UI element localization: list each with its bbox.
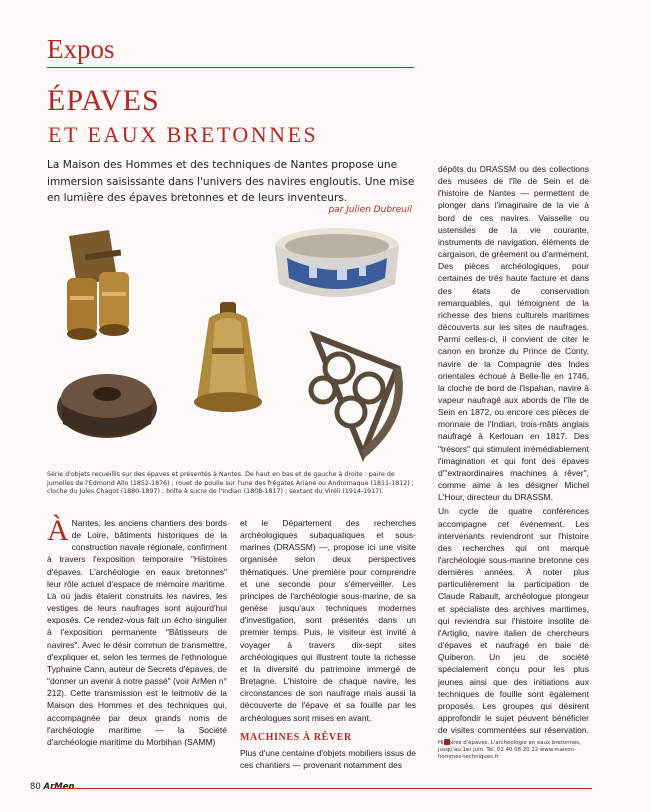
byline: par Julien Dubreuil — [328, 205, 412, 215]
column-3-text: dépôts du DRASSM ou des collections des musées de l'île de Sein et de l'histoire de Nantes — permettent de plonger dans l'imaginaire de la vie à bord de ces navires. Vaisselle ou ustensiles de la vie courante, instruments de navigation, éléments de cargaison, de gréement ou d'armement. Des pièces archéologiques, pour certaines de très haute facture et dans des états de conservation remarquables, qui témoignent de la richesse des biens culturels maritimes découverts sur les sites de naufrages. Parmi celles-ci, il convient de citer le canon en bronze du Prince de Conty, navire de la Compagnie des Indes orientales échoué à Belle-Île en 1746, la cloche de bord de l'Ispahan, navire à vapeur naufragé aux abords de l'île de Sein en 1872, ou encore ces pièces de monnaie de l'Indian, trois-mâts anglais naufragé à Kerlouan en 1817. Des "trésors" qui stimulent irrémédiablement l'imagination et qui font des épaves d'"extraordinaires machines à rêver", comme aime à les désigner Michel L'Hour, directeur du DRASSM. — [438, 164, 589, 503]
page-folio — [30, 782, 75, 792]
subheading: MACHINES À RÊVER — [240, 731, 352, 743]
column-2 — [240, 517, 416, 771]
column-3-text-2: Un cycle de quatre conférences accompagne cet événement. Les intervenants reviendront sur l'histoire des recherches qui ont marqué l'archéologie sous-marine bretonne ces dernières années. À noter plus particulièrement la participation de Claude Rabault, archéologue plongeur et spécialiste des archives maritimes, qui reviendra sur l'histoire insolite de l'Artiglio, navire italien de chercheurs d'épaves et naufragé en baie de Quiberon. Un jeu de société spécialement conçu pour les plus jeunes ainsi que des initiations aux techniques de fouille sont également proposés. Les groupes qui désirent approfondir le sujet peuvent bénéficier de visites commentées sur réservation. — [438, 506, 589, 736]
sugar-box-image — [275, 228, 399, 297]
top-rule — [47, 67, 414, 68]
column-1 — [47, 514, 228, 748]
photo-caption: Série d'objets recueillis sur des épaves et présentés à Nantes. De haut en bas et de gauche à droite : paire de jumelles de l'Edmond Allo (1852-1876) ; rouet de poulie sur l'une des frégates Ariane ou Andromaque (1811-1812) ; cloche du Jules Chagot (1880-1897) ; boîte à sucre de l'Indian (1808-1817) ; sextant du Viréli (1914-1917). — [47, 471, 414, 496]
artifacts-photo — [47, 218, 417, 470]
section-title: Expos — [47, 34, 115, 64]
column-3 — [438, 163, 589, 749]
column-2-text: et le Département des recherches archéologiques subaquatiques et sous-marines (DRASSM) —, propose ici une visite organisée selon deux perspectives thématiques. Une première pour comprendre et une seconde pour s'émerveiller. Les principes de l'archéologie sous-marine, de sa genèse jusqu'aux techniques modernes d'investigation, sont présentés dans un premier temps. Puis, le visiteur est invité à voyager à travers dix-sept sites archéologiques qui illustrent toute la richesse et la diversité du patrimoine immergé de Bretagne. L'histoire de chaque navire, les circonstances de son naufrage mais aussi la découverte de l'épave et sa fouille par les archéologues sont mises en avant. — [240, 518, 416, 723]
bottom-rule — [52, 788, 592, 789]
column-1-text: Nantes, les anciens chantiers des bords de Loire, bâtiments historiques de la construction navale régionale, confirment à travers l'exposition temporaire "Histoires d'épaves. L'archéologie en eaux bretonnes" leur rôle actuel d'espace de mémoire maritime. Là où jadis étaient construits les navires, les vestiges de leurs naufrages sont aujourd'hui exposés. Ce rendez-vous fait un écho singulier à l'exposition permanente "Bâtisseurs de navires". Avec le désir commun de transmettre, d'expliquer et, selon les termes de l'ethnologue Typhaine Cann, auteur de Secrets d'épaves, de "donner un avenir à notre passé" (voir ArMen n° 212). Cette transmission est le leitmotiv de la Maison des Hommes et des techniques qui, accompagnée par deux grands noms de l'archéologie maritime — la Société d'archéologie maritime du Morbihan (SAMM) — [47, 518, 228, 747]
pulley-image — [57, 374, 157, 438]
page-number: 80 — [30, 782, 41, 792]
magazine-name: ArMen — [43, 782, 75, 792]
drop-cap: À — [47, 514, 69, 547]
article-title: ÉPAVES — [47, 84, 160, 117]
article-subtitle: ET EAUX BRETONNES — [48, 122, 319, 147]
column-2-text-2: Plus d'une centaine d'objets mobiliers issus de ces chantiers — provenant notamment des — [240, 747, 416, 770]
lead-paragraph: La Maison des Hommes et des techniques de Nantes propose une immersion saisissante dans l'univers des navires engloutis. Une mise en lumière des épaves bretonnes et de leurs inventeurs. — [47, 159, 415, 204]
exhibition-info: Histoires d'épaves. L'archéologie en eaux bretonnes, jusqu'au 1er juin. Tél. 02 40 08 20 22 www.maison-hommes-techniques.fr — [438, 740, 581, 761]
